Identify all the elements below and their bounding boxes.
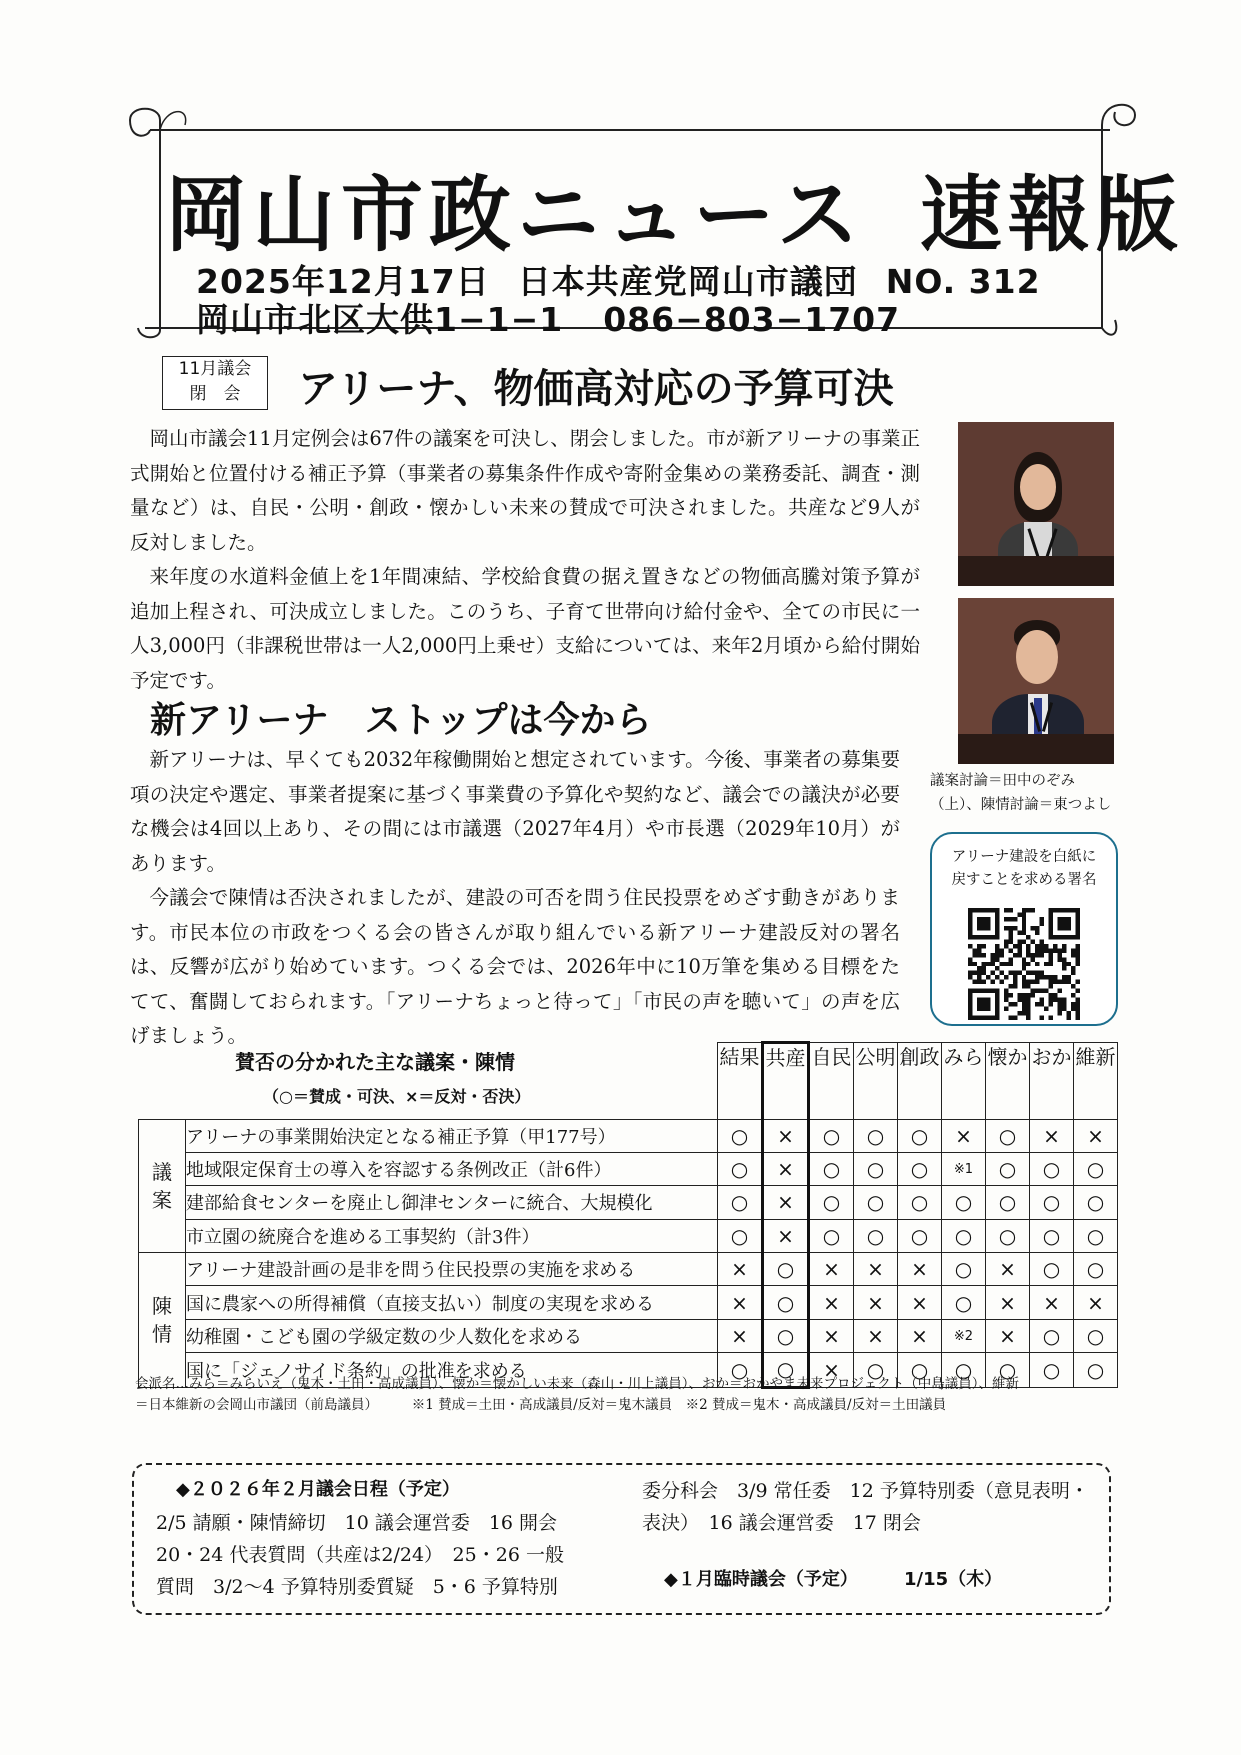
vote-cell: ○ bbox=[898, 1119, 942, 1152]
party-header: みら bbox=[942, 1043, 986, 1120]
vote-cell: ○ bbox=[986, 1353, 1030, 1387]
vote-cell: ○ bbox=[763, 1319, 809, 1352]
vote-table-legend: （○＝賛成・可決、×＝反対・否決） bbox=[263, 1087, 531, 1106]
qr-label-line2: 戻すことを求める署名 bbox=[951, 872, 1097, 888]
qr-label-line1: アリーナ建設を白紙に bbox=[951, 849, 1097, 865]
article-budget bbox=[130, 422, 920, 698]
title-edition: 速報版 bbox=[919, 168, 1184, 263]
issue-date: 2025年12月17日 bbox=[196, 262, 490, 301]
vote-table-row bbox=[139, 1152, 1118, 1185]
arena-subheadline bbox=[150, 692, 651, 743]
vote-cell: × bbox=[986, 1253, 1030, 1286]
vote-cell: × bbox=[942, 1119, 986, 1152]
vote-table-row bbox=[139, 1186, 1118, 1219]
vote-cell: × bbox=[809, 1253, 854, 1286]
article-arena-paragraph-1: 新アリーナは、早くても2032年稼働開始と想定されています。今後、事業者の募集要項の決定や選定、事業者提案に基づく事業費の予算化や契約など、議会での議決が必要な機会は4回以上あり、その間には市議選（2027年4月）や市長選（2029年10月）があります。 bbox=[130, 748, 900, 875]
vote-cell: ○ bbox=[809, 1186, 854, 1219]
photo-caption bbox=[930, 769, 1130, 817]
title-main: 岡山市政ニュース bbox=[165, 168, 865, 263]
item-title: 国に「ジェノサイド条約」の批准を求める bbox=[186, 1353, 718, 1387]
address: 岡山市北区大供1−1−1 bbox=[196, 300, 564, 339]
vote-cell: × bbox=[763, 1186, 809, 1219]
session-label-box bbox=[162, 356, 268, 410]
party-header: 懐か bbox=[986, 1043, 1030, 1120]
party-header: 創政 bbox=[898, 1043, 942, 1120]
vote-cell: ○ bbox=[986, 1152, 1030, 1185]
photo-higashi-tsuyoshi bbox=[958, 598, 1114, 764]
vote-cell: × bbox=[763, 1119, 809, 1152]
vote-cell: ○ bbox=[1074, 1186, 1118, 1219]
vote-cell: × bbox=[763, 1152, 809, 1185]
vote-cell: ○ bbox=[718, 1119, 763, 1152]
main-headline: アリーナ、物価高対応の予算可決 bbox=[298, 366, 894, 412]
item-title: 幼稚園・こども園の学級定数の少人数化を求める bbox=[186, 1319, 718, 1352]
vote-cell: × bbox=[1030, 1119, 1074, 1152]
party-header: 公明 bbox=[854, 1043, 898, 1120]
party-header: 自民 bbox=[809, 1043, 854, 1120]
note-line2: ＝日本維新の会岡山市議団（前島議員） ※1 賛成＝土田・高成議員/反対＝鬼木議員 ※2 賛成＝鬼木・高成議員/反対＝土田議員 bbox=[135, 1397, 947, 1413]
vote-cell: ○ bbox=[1030, 1186, 1074, 1219]
photo-tanaka-nozomi bbox=[958, 422, 1114, 586]
item-title: 地域限定保育士の導入を容認する条例改正（計6件） bbox=[186, 1152, 718, 1185]
vote-cell: × bbox=[1074, 1119, 1118, 1152]
vote-cell: ○ bbox=[718, 1353, 763, 1387]
vote-cell: × bbox=[718, 1253, 763, 1286]
vote-cell: ○ bbox=[942, 1219, 986, 1252]
vote-cell: ○ bbox=[1074, 1319, 1118, 1352]
vote-cell: ○ bbox=[1030, 1353, 1074, 1387]
vote-cell: ○ bbox=[942, 1353, 986, 1387]
vote-cell: ○ bbox=[854, 1152, 898, 1185]
phone-number: 086−803−1707 bbox=[603, 300, 901, 339]
vote-cell: ○ bbox=[898, 1353, 942, 1387]
vote-cell: ○ bbox=[986, 1119, 1030, 1152]
vote-cell: ○ bbox=[1030, 1319, 1074, 1352]
contact-line bbox=[196, 294, 900, 341]
vote-cell: ○ bbox=[718, 1152, 763, 1185]
vote-cell: ○ bbox=[809, 1219, 854, 1252]
party-header: 共産 bbox=[763, 1043, 809, 1120]
vote-table-row bbox=[139, 1286, 1118, 1319]
item-title: アリーナの事業開始決定となる補正予算（甲177号） bbox=[186, 1119, 718, 1152]
newsletter-title bbox=[165, 150, 1184, 267]
vote-cell: × bbox=[898, 1253, 942, 1286]
vote-cell: ○ bbox=[942, 1186, 986, 1219]
vote-cell: × bbox=[1074, 1286, 1118, 1319]
extra-session-date: 1/15（木） bbox=[904, 1569, 1003, 1590]
vote-cell: ○ bbox=[763, 1286, 809, 1319]
item-title: 市立園の統廃合を進める工事契約（計3件） bbox=[186, 1219, 718, 1252]
vote-cell: ○ bbox=[718, 1186, 763, 1219]
vote-cell: × bbox=[718, 1286, 763, 1319]
item-title: アリーナ建設計画の是非を問う住民投票の実施を求める bbox=[186, 1253, 718, 1286]
petition-qr-code[interactable] bbox=[968, 908, 1080, 1020]
vote-cell: ○ bbox=[763, 1253, 809, 1286]
vote-cell: ○ bbox=[898, 1186, 942, 1219]
item-title: 建部給食センターを廃止し御津センターに統合、大規模化 bbox=[186, 1186, 718, 1219]
vote-cell: × bbox=[854, 1253, 898, 1286]
vote-cell: ○ bbox=[854, 1119, 898, 1152]
vote-cell: ○ bbox=[986, 1186, 1030, 1219]
vote-cell: × bbox=[986, 1286, 1030, 1319]
vote-cell: ○ bbox=[898, 1152, 942, 1185]
schedule-heading: ◆２０２６年２月議会日程（予定） bbox=[176, 1479, 460, 1500]
vote-cell: × bbox=[1030, 1286, 1074, 1319]
vote-cell: × bbox=[986, 1319, 1030, 1352]
party-header: おか bbox=[1030, 1043, 1074, 1120]
vote-cell: ○ bbox=[718, 1219, 763, 1252]
article-arena-paragraph-2: 今議会で陳情は否決されましたが、建設の可否を問う住民投票をめざす動きがあります。市民本位の市政をつくる会の皆さんが取り組んでいる新アリーナ建設反対の署名は、反響が広がり始めています。つくる会では、2026年中に10万筆を集める目標をたてて、奮闘しておられます。「アリーナちょっと待って」「市民の声を聴いて」の声を広げましょう。 bbox=[130, 886, 900, 1047]
vote-cell: × bbox=[763, 1219, 809, 1252]
schedule-text-left: 2/5 請願・陳情締切 10 議会運営委 16 開会 20・24 代表質問（共産は2/24） 25・26 一般質問 3/2〜4 予算特別委質疑 5・6 予算特別 bbox=[156, 1512, 577, 1598]
vote-cell: × bbox=[809, 1319, 854, 1352]
vote-cell: ○ bbox=[809, 1119, 854, 1152]
party-header: 結果 bbox=[718, 1043, 763, 1120]
vote-cell: ○ bbox=[1030, 1219, 1074, 1252]
arena-subheadline-part1: 新アリーナ bbox=[150, 700, 329, 741]
vote-cell: × bbox=[898, 1286, 942, 1319]
session-label-line2: 閉 会 bbox=[189, 384, 241, 404]
vote-cell: ○ bbox=[1030, 1253, 1074, 1286]
item-title: 国に農家への所得補償（直接支払い）制度の実現を求める bbox=[186, 1286, 718, 1319]
petition-qr-box[interactable] bbox=[930, 832, 1118, 1026]
vote-cell: ○ bbox=[986, 1219, 1030, 1252]
vote-cell: ※2 bbox=[942, 1319, 986, 1352]
category-label bbox=[139, 1253, 186, 1388]
vote-cell: ○ bbox=[809, 1152, 854, 1185]
vote-table-row bbox=[139, 1119, 1118, 1152]
vote-cell: ○ bbox=[763, 1353, 809, 1387]
issue-number: NO. 312 bbox=[885, 262, 1041, 301]
category-label-text: 陳情 bbox=[152, 1293, 172, 1346]
vote-cell: × bbox=[809, 1353, 854, 1387]
vote-cell: ○ bbox=[854, 1186, 898, 1219]
vote-cell: × bbox=[718, 1319, 763, 1352]
article-budget-paragraph-2: 来年度の水道料金値上を1年間凍結、学校給食費の据え置きなどの物価高騰対策予算が追加上程され、可決成立しました。このうち、子育て世帯向け給付金や、全ての市民に一人3,000円（非課税世帯は一人2,000円上乗せ）支給については、来年2月頃から給付開始予定です。 bbox=[130, 565, 920, 692]
vote-cell: ※1 bbox=[942, 1152, 986, 1185]
category-label-text: 議案 bbox=[152, 1159, 172, 1212]
vote-table-title: 賛否の分かれた主な議案・陳情 bbox=[235, 1050, 515, 1074]
photo-caption-line1: 議案討論＝田中のぞみ bbox=[930, 773, 1075, 789]
vote-table-row bbox=[139, 1253, 1118, 1286]
schedule-text-right: 委分科会 3/9 常任委 12 予算特別委（意見表明・表決） 16 議会運営委 17 閉会 bbox=[642, 1480, 1089, 1534]
vote-table-row bbox=[139, 1219, 1118, 1252]
photo-caption-line2: （上）、陳情討論＝東つよし bbox=[930, 797, 1112, 813]
vote-cell: ○ bbox=[1074, 1253, 1118, 1286]
party-header: 維新 bbox=[1074, 1043, 1118, 1120]
article-arena bbox=[130, 743, 900, 1054]
vote-cell: ○ bbox=[942, 1286, 986, 1319]
vote-cell: ○ bbox=[1074, 1152, 1118, 1185]
vote-cell: ○ bbox=[854, 1353, 898, 1387]
vote-cell: × bbox=[854, 1286, 898, 1319]
article-budget-paragraph-1: 岡山市議会11月定例会は67件の議案を可決し、閉会しました。市が新アリーナの事業正式開始と位置付ける補正予算（事業者の募集条件作成や寄附金集めの業務委託、調査・測量など）は、自民・公明・創政・懐かしい未来の賛成で可決されました。共産など9人が反対しました。 bbox=[130, 427, 920, 554]
vote-cell: ○ bbox=[854, 1219, 898, 1252]
vote-cell: ○ bbox=[1074, 1353, 1118, 1387]
vote-cell: × bbox=[898, 1319, 942, 1352]
vote-cell: × bbox=[854, 1319, 898, 1352]
vote-cell: × bbox=[809, 1286, 854, 1319]
arena-subheadline-part2: ストップは今から bbox=[364, 700, 652, 741]
vote-table bbox=[138, 1041, 1118, 1389]
schedule-box bbox=[132, 1463, 1111, 1615]
category-label bbox=[139, 1119, 186, 1253]
publisher: 日本共産党岡山市議団 bbox=[517, 262, 858, 301]
vote-table-row bbox=[139, 1319, 1118, 1352]
session-label-line1: 11月議会 bbox=[178, 359, 252, 379]
note-line1: 会派名…みら＝みらいえ（鬼木・土田・高成議員）、懐か＝懐かしい未来（森山・川上議員）、おか＝おかやま未来プロジェクト（中島議員）、維新 bbox=[135, 1376, 1019, 1392]
vote-cell: ○ bbox=[1030, 1152, 1074, 1185]
vote-table-notes bbox=[135, 1374, 1095, 1416]
vote-cell: ○ bbox=[1074, 1219, 1118, 1252]
vote-cell: ○ bbox=[898, 1219, 942, 1252]
extra-session-heading: ◆１月臨時議会（予定） bbox=[664, 1569, 858, 1590]
vote-cell: ○ bbox=[942, 1253, 986, 1286]
